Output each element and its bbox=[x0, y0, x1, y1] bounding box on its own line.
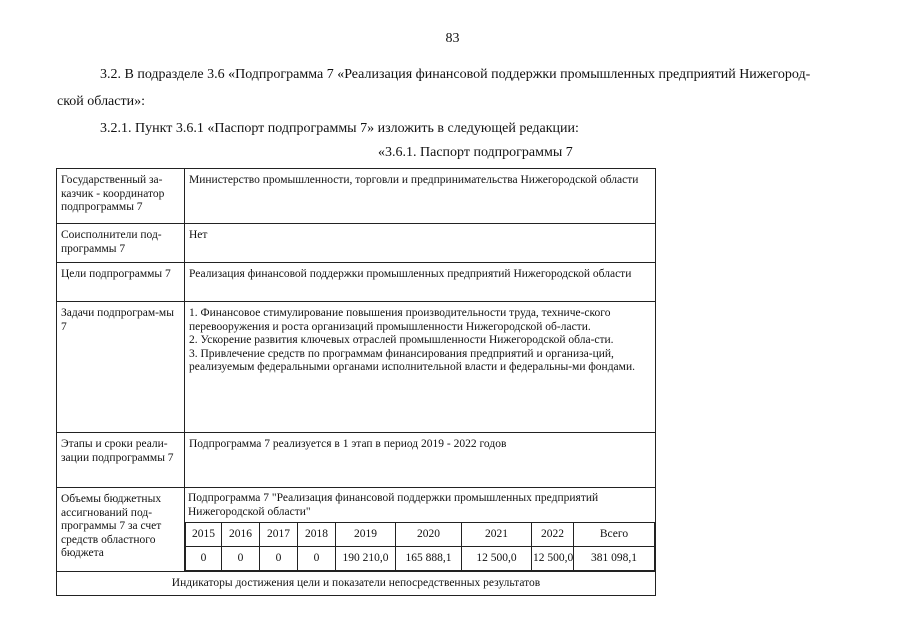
section-heading: «3.6.1. Паспорт подпрограммы 7 bbox=[378, 145, 573, 160]
passport-row-tasks bbox=[57, 302, 656, 433]
row-label: Задачи подпрограм-мы 7 bbox=[57, 302, 185, 433]
budget-value: 0 bbox=[298, 547, 336, 571]
row-value: Реализация финансовой поддержки промышленных предприятий Нижегородской области bbox=[185, 263, 656, 302]
row-value: Министерство промышленности, торговли и предпринимательства Нижегородской области bbox=[185, 169, 656, 224]
row-label: Объемы бюджетных ассигнований под-программы 7 за счет средств областного бюджета bbox=[57, 488, 185, 572]
page-number: 83 bbox=[445, 31, 460, 46]
budget-value: 12 500,0 bbox=[532, 547, 574, 571]
budget-cell bbox=[185, 488, 656, 572]
passport-table bbox=[56, 168, 656, 596]
budget-value: 165 888,1 bbox=[396, 547, 462, 571]
budget-value: 0 bbox=[260, 547, 298, 571]
budget-value: 190 210,0 bbox=[336, 547, 396, 571]
task-item: 1. Финансовое стимулирование повышения производительности труда, техниче-ского перевооружения и роста организаций промышленности Нижегородской об-ласти. bbox=[189, 307, 611, 333]
passport-row-indicators bbox=[57, 572, 656, 596]
row-value bbox=[185, 302, 656, 433]
passport-row-coexecutors bbox=[57, 224, 656, 263]
task-item: 2. Ускорение развития ключевых отраслей промышленности Нижегородской обла-сти. bbox=[189, 334, 614, 346]
task-item: 3. Привлечение средств по программам финансирования предприятий и организа-ций, реализуемым федеральными органами исполнительной власти и федеральны-ми фондами. bbox=[189, 347, 635, 373]
passport-row-customer bbox=[57, 169, 656, 224]
row-value: Подпрограмма 7 реализуется в 1 этап в период 2019 - 2022 годов bbox=[185, 433, 656, 488]
passport-row-goals bbox=[57, 263, 656, 302]
year-header: 2017 bbox=[260, 523, 298, 547]
budget-title: Подпрограмма 7 "Реализация финансовой поддержки промышленных предприятий Нижегородской области" bbox=[188, 492, 599, 518]
row-label: Соисполнители под-программы 7 bbox=[57, 224, 185, 263]
year-header: 2022 bbox=[532, 523, 574, 547]
budget-header-row bbox=[186, 523, 655, 547]
year-header: 2020 bbox=[396, 523, 462, 547]
row-label: Цели подпрограммы 7 bbox=[57, 263, 185, 302]
row-label: Государственный за-казчик - координатор подпрограммы 7 bbox=[57, 169, 185, 224]
budget-table bbox=[185, 522, 655, 571]
budget-values-row bbox=[186, 547, 655, 571]
year-header: 2019 bbox=[336, 523, 396, 547]
year-header: 2018 bbox=[298, 523, 336, 547]
row-value: Нет bbox=[185, 224, 656, 263]
row-label: Этапы и сроки реали-зации подпрограммы 7 bbox=[57, 433, 185, 488]
year-header: 2016 bbox=[222, 523, 260, 547]
paragraph-2: 3.2.1. Пункт 3.6.1 «Паспорт подпрограммы 7» изложить в следующей редакции: bbox=[100, 121, 579, 136]
year-header: 2015 bbox=[186, 523, 222, 547]
indicators-heading: Индикаторы достижения цели и показатели непосредственных результатов bbox=[57, 572, 656, 596]
budget-total-value: 381 098,1 bbox=[574, 547, 655, 571]
total-header: Всего bbox=[574, 523, 655, 547]
paragraph-1-line-2: ской области»: bbox=[57, 94, 145, 109]
passport-row-stages bbox=[57, 433, 656, 488]
passport-row-budget bbox=[57, 488, 656, 572]
budget-value: 0 bbox=[186, 547, 222, 571]
year-header: 2021 bbox=[462, 523, 532, 547]
budget-value: 12 500,0 bbox=[462, 547, 532, 571]
paragraph-1-line-1: 3.2. В подразделе 3.6 «Подпрограмма 7 «Реализация финансовой поддержки промышленных предприятий Нижегород- bbox=[100, 67, 811, 82]
budget-value: 0 bbox=[222, 547, 260, 571]
